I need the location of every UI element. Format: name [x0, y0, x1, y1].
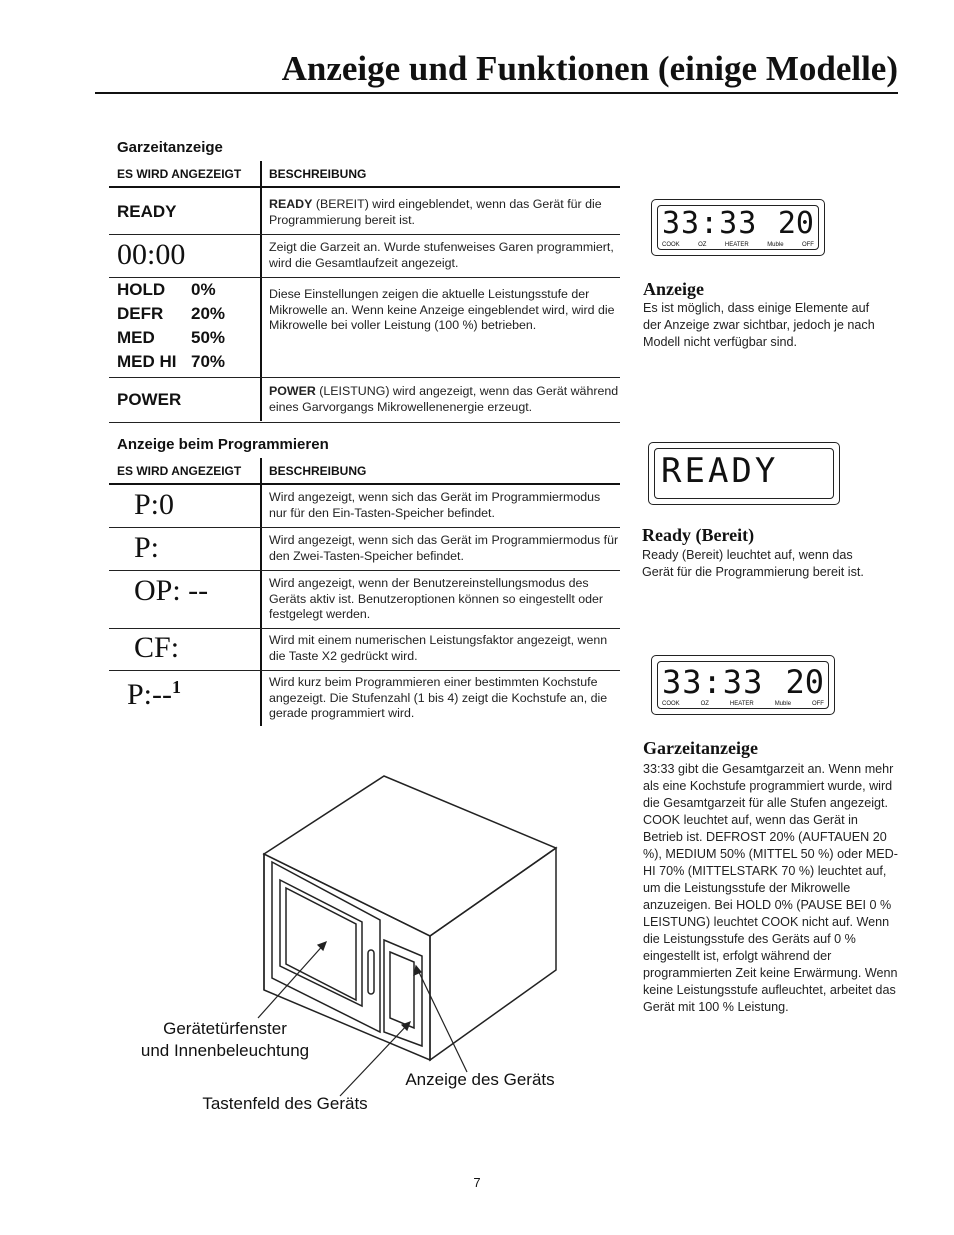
side-text-ready: Ready (Bereit) leuchtet auf, wenn das Gerät für die Programmierung bereit ist.: [642, 548, 864, 579]
row-description: POWER (LEISTUNG) wird angezeigt, wenn das Gerät während eines Garvorgangs Mikrowellenenergie erzeugt.: [269, 384, 619, 414]
power-level: MED 50%: [117, 328, 226, 347]
lcd-digits-main: 33:33: [662, 206, 758, 241]
display-key: P:: [134, 531, 160, 564]
section-title-prog-display: Anzeige beim Programmieren: [117, 436, 329, 453]
row-description: Zeigt die Garzeit an. Wurde stufenweises Garen programmiert, wird die Gesamtlaufzeit angezeigt.: [269, 240, 614, 270]
lcd-ready-text: READY: [661, 451, 779, 491]
column-header-shown: ES WIRD ANGEZEIGT: [117, 167, 242, 181]
callout-door-window: Gerätetürfenster und Innenbeleuchtung: [140, 1019, 310, 1060]
page-number: 7: [473, 1175, 481, 1190]
row-description: Diese Einstellungen zeigen die aktuelle Leistungsstufe der Mikrowelle an. Wenn keine Anzeige eingeblendet wird, wird die Mikrowelle bei voller Leistung (100 %) betrieben.: [269, 287, 615, 332]
power-level: HOLD 0%: [117, 280, 216, 299]
row-description: Wird kurz beim Programmieren einer bestimmten Kochstufe angezeigt. Die Stufenzahl (1 bis 4) zeigt die Kochstufe an, die gerade programmiert wird.: [269, 675, 608, 720]
row-description: Wird angezeigt, wenn der Benutzereinstellungsmodus des Geräts aktiv ist. Benutzeroptionen können so eingestellt oder festgelegt werden.: [269, 576, 604, 621]
display-key: POWER: [117, 390, 182, 409]
display-key: 00:00: [117, 238, 186, 271]
display-key: P:0: [134, 488, 175, 521]
display-key: P:--$^1$: [127, 677, 181, 711]
callout-display: Anzeige des Geräts: [405, 1070, 555, 1089]
row-description: Wird angezeigt, wenn sich das Gerät im Programmiermodus für den Zwei-Tasten-Speicher befindet.: [269, 533, 619, 563]
lcd-digits-main: 33:33: [662, 663, 764, 701]
side-heading-ready: Ready (Bereit): [642, 525, 755, 545]
lcd-digits-right: 20: [777, 206, 814, 241]
row-description: Wird angezeigt, wenn sich das Gerät im Programmiermodus nur für den Ein-Tasten-Speicher befindet.: [269, 490, 601, 520]
lcd-digits-right: 20: [785, 663, 824, 701]
power-level: MED HI 70%: [117, 352, 226, 371]
column-header-desc: BESCHREIBUNG: [269, 464, 367, 478]
power-level: DEFR 20%: [117, 304, 226, 323]
column-header-shown: ES WIRD ANGEZEIGT: [117, 464, 242, 478]
lcd-indicators: COOK OZ HEATER Muble OFF: [662, 242, 814, 248]
side-heading-anzeige: Anzeige: [643, 279, 704, 299]
section-title-cook-display: Garzeitanzeige: [117, 139, 223, 156]
page-title: Anzeige und Funktionen (einige Modelle): [95, 46, 898, 94]
lcd-indicators: COOK OZ HEATER Muble OFF: [662, 701, 824, 707]
display-key: READY: [117, 202, 177, 221]
callout-keypad: Tastenfeld des Geräts: [202, 1094, 368, 1113]
display-key: CF:: [134, 631, 180, 664]
side-heading-garzeit: Garzeitanzeige: [643, 738, 758, 758]
column-header-desc: BESCHREIBUNG: [269, 167, 367, 181]
side-text-garzeit: 33:33 gibt die Gesamtgarzeit an. Wenn mehr als eine Kochstufe programmiert wurde, wird die Gesamtgarzeit für alle Stufen angezeigt. COOK leuchtet auf, wenn das Gerät in Betrieb ist. DEFROST 20% (AUFTAUEN 20 %), MEDIUM 50% (MITTEL 50 %) oder MED-HI 70% (MITTELSTARK 70 %) leuchtet auf, um die Leistungsstufe der Mikrowelle anzuzeigen. Bei HOLD 0% (PAUSE BEI 0 % LEISTUNG) leuchtet COOK nicht auf. Wenn die Leistungsstufe des Geräts auf 0 % eingestellt ist, erfolgt während der programmierten Zeit keine Erwärmung. Wenn keine Leistungsstufe aufleuchtet, arbeitet das Gerät mit 100 % Leistung.: [643, 762, 898, 1014]
display-key: OP: --: [134, 574, 209, 607]
row-description: Wird mit einem numerischen Leistungsfaktor angezeigt, wenn die Taste X2 gedrückt wird.: [269, 633, 608, 663]
row-description: READY (BEREIT) wird eingeblendet, wenn das Gerät für die Programmierung bereit ist.: [269, 197, 602, 227]
side-text-anzeige: Es ist möglich, dass einige Elemente auf der Anzeige zwar sichtbar, jedoch je nach Modell nicht verfügbar sind.: [643, 301, 875, 349]
